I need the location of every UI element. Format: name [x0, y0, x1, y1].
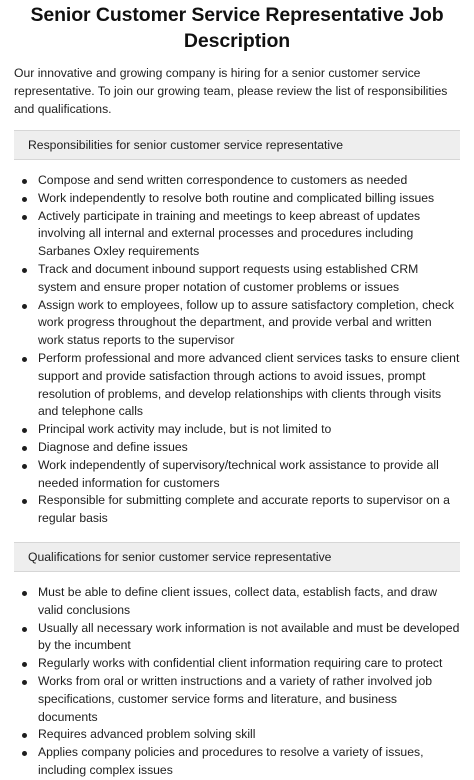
list-item-text: Work independently to resolve both routine and complicated billing issues [38, 190, 435, 205]
list-item [14, 421, 460, 439]
list-item-text: Must be able to define client issues, collect data, establish facts, and draw valid conclusions [38, 584, 438, 617]
bullet-icon [22, 499, 27, 504]
bullet-icon [22, 357, 27, 362]
bullet-icon [22, 179, 27, 184]
list-item-text: Regularly works with confidential client information requiring care to protect [38, 656, 443, 671]
list-item-text: Compose and send written correspondence to customers as needed [38, 173, 408, 187]
list-item [14, 744, 460, 780]
list-item-text: Principal work activity may include, but is not limited to [38, 422, 332, 437]
list-item [14, 190, 460, 208]
page-title: Senior Customer Service Representative Job Description [30, 4, 444, 52]
list-item-text: Responsible for submitting complete and accurate reports to supervisor on a regular basis [38, 493, 450, 526]
bullet-icon [22, 446, 27, 451]
bullet-icon [22, 268, 27, 273]
responsibilities-section-header [14, 130, 460, 160]
bullet-icon [22, 662, 27, 667]
list-item [14, 261, 460, 297]
bullet-icon [22, 627, 27, 632]
list-item [14, 655, 460, 673]
list-item-text: Requires advanced problem solving skill [38, 727, 256, 742]
list-item [14, 350, 460, 421]
list-item-text: Track and document inbound support requests using established CRM system and ensure proper notation of customer problems or issues [38, 261, 419, 294]
list-item [14, 297, 460, 350]
bullet-icon [22, 591, 27, 596]
list-item-text: Actively participate in training and meetings to keep abreast of updates involving all internal and external processes and procedures including Sarbanes Oxley requirements [38, 208, 421, 259]
list-item [14, 726, 460, 744]
bullet-icon [22, 197, 27, 202]
list-item [14, 439, 460, 457]
list-item [14, 457, 460, 493]
list-item-text: Perform professional and more advanced client services tasks to ensure client support and provide satisfaction through actions to avoid issues, prompt resolution of problems, and develop relationships with clients through visits and telephone calls [38, 350, 460, 419]
list-item-text: Applies company policies and procedures to resolve a variety of issues, including complex issues [38, 745, 424, 777]
list-item [14, 172, 460, 190]
list-item [14, 673, 460, 726]
bullet-icon [22, 733, 27, 738]
responsibilities-heading: Responsibilities for senior customer service representative [28, 138, 343, 152]
list-item-text: Diagnose and define issues [38, 439, 188, 454]
bullet-icon [22, 428, 27, 433]
bullet-icon [22, 215, 27, 220]
bullet-icon [22, 304, 27, 309]
bullet-icon [22, 464, 27, 469]
list-item-text: Works from oral or written instructions and a variety of rather involved job specifications, customer service forms and literature, and business documents [38, 673, 432, 724]
list-item-text: Work independently of supervisory/technical work assistance to provide all needed information for customers [38, 457, 439, 490]
qualifications-heading: Qualifications for senior customer service representative [28, 549, 332, 564]
intro-paragraph: Our innovative and growing company is hiring for a senior customer service representative. To join our growing team, please review the list of responsibilities and qualifications. [14, 66, 448, 116]
list-item-text: Usually all necessary work information is not available and must be developed by the incumbent [38, 620, 460, 653]
list-item [14, 492, 460, 528]
qualifications-list [14, 584, 460, 780]
bullet-icon [22, 680, 27, 685]
list-item [14, 584, 460, 620]
qualifications-section-header [14, 542, 460, 572]
responsibilities-list [14, 172, 460, 528]
list-item [14, 620, 460, 656]
list-item-text: Assign work to employees, follow up to assure satisfactory completion, check work progress throughout the department, and provide verbal and written work status reports to the supervisor [38, 297, 454, 348]
bullet-icon [22, 751, 27, 756]
list-item [14, 208, 460, 261]
